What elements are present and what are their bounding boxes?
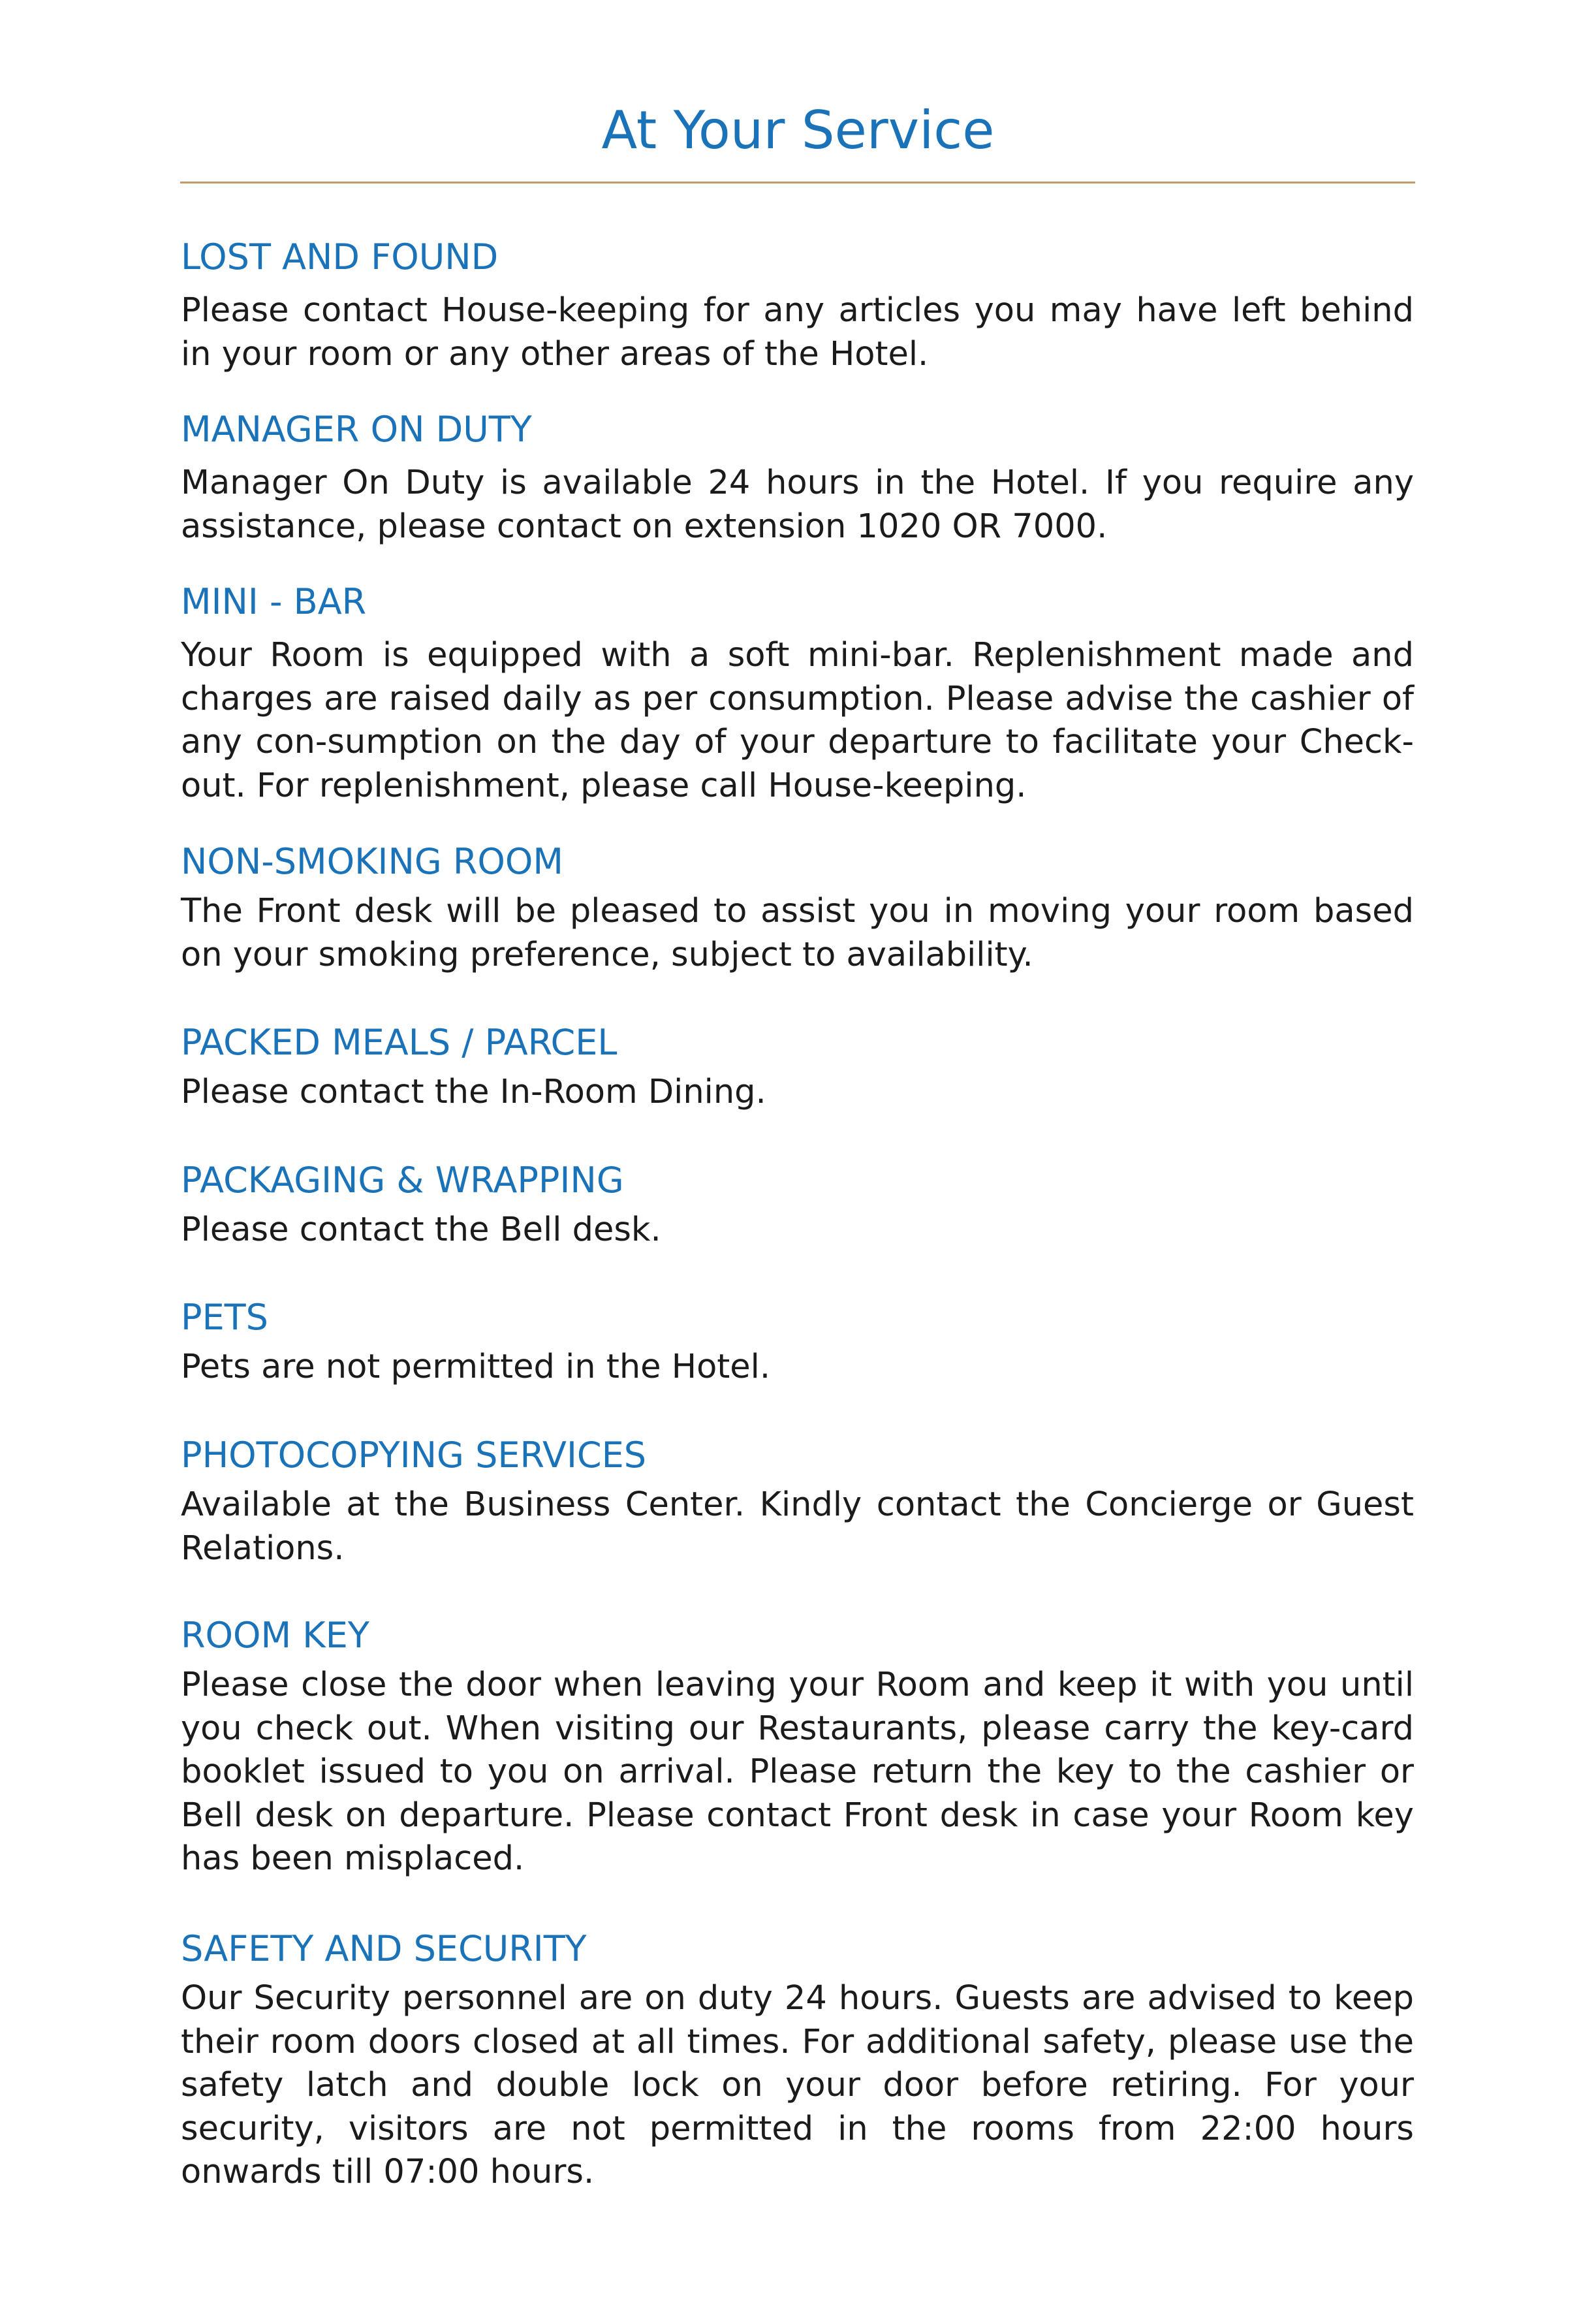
section-pets [181,1296,1414,1389]
section-lost-and-found [181,236,1414,376]
section-heading: PACKAGING & WRAPPING [181,1160,624,1201]
section-text: Pets are not permitted in the Hotel. [181,1348,771,1386]
section-mini-bar [181,580,1414,808]
section-photocopying-services [181,1434,1414,1570]
section-heading: LOST AND FOUND [181,236,499,277]
section-non-smoking-room [181,840,1414,977]
section-heading: ROOM KEY [181,1615,369,1656]
section-text: Please contact the In-Room Dining. [181,1073,766,1111]
section-heading: PHOTOCOPYING SERVICES [181,1434,646,1476]
section-heading: PACKED MEALS / PARCEL [181,1022,618,1063]
section-heading: MINI - BAR [181,581,367,622]
section-room-key [181,1614,1414,1881]
section-text: Manager On Duty is available 24 hours in the Hotel. If you require any assistance, please contact on extension 1020 OR 7000. [181,464,1414,546]
section-text: Available at the Business Center. Kindly contact the Concierge or Guest Relations. [181,1485,1414,1568]
section-heading: NON-SMOKING ROOM [181,841,564,882]
section-text: Please contact the Bell desk. [181,1211,661,1249]
page-title: At Your Service [601,100,995,161]
section-text: Our Security personnel are on duty 24 hours. Guests are advised to keep their room doors closed at all times. For additional safety, please use the safety latch and double lock on your door before retiring. For your security, visitors are not permitted in the rooms from 22:00 hours onwards till 07:00 hours. [181,1979,1414,2191]
section-safety-and-security [181,1927,1414,2195]
title-divider [180,182,1415,183]
section-text: Please contact House-keeping for any articles you may have left behind in your room or any other areas of the Hotel. [181,291,1414,373]
section-packaging-wrapping [181,1159,1414,1252]
section-text: Please close the door when leaving your Room and keep it with you until you check out. When visiting our Restaurants, please carry the key-card booklet issued to you on arrival. Please return the key to the cashier or Bell desk on departure. Please contact Front desk in case your Room key has been misplaced. [181,1666,1414,1878]
section-manager-on-duty [181,408,1414,548]
section-heading: SAFETY AND SECURITY [181,1928,587,1969]
section-packed-meals [181,1021,1414,1115]
section-heading: MANAGER ON DUTY [181,409,532,450]
section-text: The Front desk will be pleased to assist you in moving your room based on your smoking preference, subject to availability. [181,892,1414,974]
section-text: Your Room is equipped with a soft mini-bar. Replenishment made and charges are raised daily as per consumption. Please advise the cashier of any con-sumption on the day of your departure to facilitate your Check-out. For replenishment, please call House-keeping. [181,636,1414,805]
section-heading: PETS [181,1297,268,1338]
